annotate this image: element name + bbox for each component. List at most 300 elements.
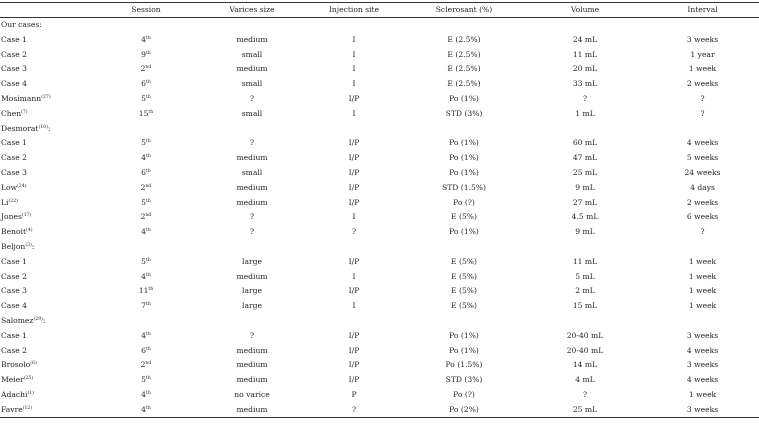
reference-superscript: (1) (27, 391, 34, 397)
session-value: 6 (141, 168, 147, 178)
varices-size-cell (200, 210, 304, 225)
table-header (0, 3, 759, 18)
interval-value: 1 year (690, 49, 715, 59)
session-value: 15 (138, 108, 149, 118)
varices-size-cell (200, 269, 304, 284)
row-label: Chen (1, 108, 22, 118)
injection-site-cell (304, 387, 404, 402)
site-value: I (352, 301, 356, 311)
size-value: small (241, 49, 263, 59)
session-value: 4 (141, 390, 147, 400)
sclerosant-value: Po (1%) (449, 138, 479, 148)
sclerosant-value: E (5%) (451, 256, 477, 266)
injection-site-cell (304, 343, 404, 358)
sclerosant-value: E (5%) (451, 301, 477, 311)
interval-cell (646, 32, 759, 47)
varices-size-cell (200, 225, 304, 240)
site-value: I/P (348, 345, 360, 355)
size-value: medium (236, 182, 268, 192)
sclerosant-value: Po (?) (453, 390, 475, 400)
size-value: medium (236, 153, 268, 163)
injection-site-cell (304, 121, 404, 136)
interval-cell (646, 165, 759, 180)
session-cell (92, 239, 200, 254)
interval-value: 4 weeks (686, 345, 719, 355)
varices-size-cell (200, 284, 304, 299)
ordinal-superscript: th (146, 95, 151, 101)
injection-site-cell (304, 18, 404, 33)
varices-size-cell (200, 151, 304, 166)
row-label: Case 1 (1, 256, 27, 266)
interval-cell (646, 195, 759, 210)
interval-value: 2 weeks (686, 197, 719, 207)
ordinal-superscript: th (148, 109, 154, 115)
sclerosant-cell (404, 269, 524, 284)
session-value: 4 (141, 153, 147, 163)
interval-cell (646, 77, 759, 92)
volume-cell (524, 284, 646, 299)
row-label: Case 2 (1, 49, 27, 59)
row-label: Case 4 (1, 301, 27, 311)
table-row (0, 47, 759, 62)
varices-size-cell (200, 91, 304, 106)
case-comparison-table (0, 2, 759, 418)
session-cell (92, 358, 200, 373)
volume-cell (524, 225, 646, 240)
site-value: I/P (348, 182, 360, 192)
row-label: Beljon (1, 242, 26, 252)
row-label: Case 1 (1, 138, 27, 148)
injection-site-cell (304, 373, 404, 388)
sclerosant-cell (404, 121, 524, 136)
varices-size-cell (200, 195, 304, 210)
ordinal-superscript: th (146, 154, 151, 160)
session-value: 2 (140, 182, 146, 192)
session-cell (92, 313, 200, 328)
session-cell (92, 225, 200, 240)
varices-size-cell (200, 121, 304, 136)
site-value: I/P (348, 375, 360, 385)
volume-cell (524, 32, 646, 47)
reference-superscript: (10) (38, 124, 48, 130)
session-cell (92, 254, 200, 269)
interval-cell (646, 343, 759, 358)
injection-site-cell (304, 151, 404, 166)
interval-value: 24 weeks (684, 168, 721, 178)
sclerosant-value: Po (1%) (449, 330, 479, 340)
interval-value: 4 weeks (686, 375, 719, 385)
injection-site-cell (304, 299, 404, 314)
row-label-cell (0, 136, 92, 151)
sclerosant-cell (404, 313, 524, 328)
session-value: 5 (141, 256, 147, 266)
injection-site-cell (304, 77, 404, 92)
row-label: Brosolo (1, 360, 31, 370)
sclerosant-value: E (2.5%) (447, 79, 481, 89)
sclerosant-cell (404, 358, 524, 373)
injection-site-cell (304, 284, 404, 299)
session-cell (92, 195, 200, 210)
table-group-row (0, 121, 759, 136)
reference-superscript: (25) (23, 376, 34, 382)
session-value: 5 (141, 138, 147, 148)
interval-cell (646, 358, 759, 373)
volume-cell (524, 18, 646, 33)
row-label-cell (0, 254, 92, 269)
interval-value: 3 weeks (686, 360, 719, 370)
volume-value: 11 mL (572, 49, 598, 59)
volume-value: 9 mL (575, 227, 595, 237)
volume-cell (524, 106, 646, 121)
volume-value: 27 mL (572, 197, 598, 207)
row-label-suffix: : (31, 242, 35, 252)
site-value: I/P (348, 168, 360, 178)
ordinal-superscript: th (146, 35, 151, 41)
sclerosant-value: Po (2%) (449, 404, 479, 414)
sclerosant-cell (404, 373, 524, 388)
sclerosant-cell (404, 165, 524, 180)
volume-cell (524, 299, 646, 314)
volume-cell (524, 239, 646, 254)
sclerosant-value: Po (1%) (449, 227, 479, 237)
row-label: Meier (1, 375, 24, 385)
table-row (0, 328, 759, 343)
session-value: 9 (141, 49, 147, 59)
session-value: 2 (140, 212, 146, 222)
varices-size-cell (200, 136, 304, 151)
row-label-cell (0, 373, 92, 388)
row-label: Benoit (1, 227, 27, 237)
ordinal-superscript: th (146, 331, 151, 337)
row-label: Desmorat (1, 123, 39, 133)
injection-site-cell (304, 328, 404, 343)
varices-size-cell (200, 180, 304, 195)
interval-value: 1 week (688, 301, 717, 311)
sclerosant-cell (404, 254, 524, 269)
sclerosant-cell (404, 328, 524, 343)
sclerosant-value: STD (3%) (445, 108, 483, 118)
session-value: 4 (141, 404, 147, 414)
session-cell (92, 62, 200, 77)
interval-value: 4 days (690, 182, 715, 192)
interval-cell (646, 210, 759, 225)
site-value: I/P (348, 138, 360, 148)
ordinal-superscript: nd (145, 65, 152, 71)
session-value: 11 (138, 286, 149, 296)
ordinal-superscript: th (146, 80, 151, 86)
table-group-row (0, 313, 759, 328)
reference-superscript: (4) (26, 228, 33, 234)
volume-cell (524, 269, 646, 284)
volume-cell (524, 373, 646, 388)
volume-cell (524, 328, 646, 343)
row-label: Low (1, 182, 18, 192)
volume-cell (524, 121, 646, 136)
row-label: Case 3 (1, 286, 27, 296)
row-label: Case 3 (1, 168, 27, 178)
varices-size-cell (200, 47, 304, 62)
interval-value: 2 weeks (686, 79, 719, 89)
ordinal-superscript: nd (145, 213, 152, 219)
sclerosant-value: Po (1%) (449, 168, 479, 178)
volume-cell (524, 180, 646, 195)
interval-value: 3 weeks (686, 404, 719, 414)
reference-superscript: (7) (21, 109, 28, 115)
site-value: I (352, 34, 356, 44)
row-label: Favre (1, 404, 23, 414)
session-cell (92, 299, 200, 314)
interval-cell (646, 47, 759, 62)
table-row (0, 210, 759, 225)
ordinal-superscript: nd (145, 183, 152, 189)
session-cell (92, 373, 200, 388)
session-value: 4 (141, 330, 147, 340)
table-row (0, 343, 759, 358)
site-value: I/P (348, 330, 360, 340)
table-group-row (0, 18, 759, 33)
volume-value: ? (582, 390, 588, 400)
volume-value: 5 mL (575, 271, 595, 281)
interval-cell (646, 387, 759, 402)
session-cell (92, 210, 200, 225)
session-cell (92, 91, 200, 106)
reference-superscript: (22) (8, 198, 18, 204)
volume-value: 60 mL (572, 138, 598, 148)
site-value: I (352, 271, 356, 281)
sclerosant-cell (404, 225, 524, 240)
row-label-cell (0, 358, 92, 373)
row-label: Salomez (1, 316, 34, 326)
session-cell (92, 387, 200, 402)
session-value: 5 (141, 375, 147, 385)
interval-value: 4 weeks (686, 138, 719, 148)
interval-value: ? (700, 94, 705, 104)
size-value: medium (236, 375, 268, 385)
header-cell-interval: Interval (646, 3, 759, 18)
site-value: I (352, 108, 356, 118)
size-value: medium (236, 197, 268, 207)
injection-site-cell (304, 210, 404, 225)
session-cell (92, 151, 200, 166)
row-label-suffix: : (47, 123, 51, 133)
header-cell-session: Session (92, 3, 200, 18)
interval-value: 5 weeks (686, 153, 719, 163)
interval-cell (646, 180, 759, 195)
row-label-cell (0, 180, 92, 195)
volume-cell (524, 358, 646, 373)
session-value: 5 (141, 197, 147, 207)
session-cell (92, 136, 200, 151)
injection-site-cell (304, 313, 404, 328)
volume-cell (524, 387, 646, 402)
varices-size-cell (200, 358, 304, 373)
varices-size-cell (200, 165, 304, 180)
site-value: I (352, 64, 356, 74)
volume-cell (524, 151, 646, 166)
session-value: 2 (140, 360, 146, 370)
interval-cell (646, 91, 759, 106)
session-cell (92, 269, 200, 284)
table-group-row (0, 239, 759, 254)
interval-cell (646, 136, 759, 151)
interval-value: 1 week (688, 390, 717, 400)
varices-size-cell (200, 32, 304, 47)
sclerosant-cell (404, 18, 524, 33)
ordinal-superscript: th (146, 391, 151, 397)
injection-site-cell (304, 254, 404, 269)
varices-size-cell (200, 254, 304, 269)
size-value: medium (236, 64, 268, 74)
varices-size-cell (200, 373, 304, 388)
interval-cell (646, 402, 759, 417)
sclerosant-value: Po (1%) (449, 94, 479, 104)
varices-size-cell (200, 106, 304, 121)
table-row (0, 299, 759, 314)
table-row (0, 387, 759, 402)
row-label-cell (0, 91, 92, 106)
session-cell (92, 121, 200, 136)
injection-site-cell (304, 239, 404, 254)
sclerosant-cell (404, 151, 524, 166)
row-label: Jones (1, 212, 22, 222)
table-row (0, 284, 759, 299)
injection-site-cell (304, 32, 404, 47)
injection-site-cell (304, 180, 404, 195)
sclerosant-value: E (2.5%) (447, 34, 481, 44)
sclerosant-value: STD (1.5%) (442, 182, 486, 192)
volume-cell (524, 343, 646, 358)
reference-superscript: (29) (33, 317, 43, 323)
row-label: Our cases: (1, 20, 42, 30)
ordinal-superscript: th (146, 50, 151, 56)
sclerosant-value: Po (1.5%) (445, 360, 483, 370)
session-value: 4 (141, 227, 147, 237)
ordinal-superscript: th (148, 287, 154, 293)
row-label-cell (0, 210, 92, 225)
ordinal-superscript: th (146, 405, 151, 411)
session-cell (92, 32, 200, 47)
volume-cell (524, 77, 646, 92)
reference-superscript: (24) (17, 183, 27, 189)
session-value: 5 (141, 94, 147, 104)
interval-cell (646, 151, 759, 166)
varices-size-cell (200, 387, 304, 402)
interval-value: 1 week (688, 271, 717, 281)
volume-cell (524, 254, 646, 269)
row-label-cell (0, 284, 92, 299)
site-value: I (352, 49, 356, 59)
volume-value: 25 mL (572, 404, 598, 414)
volume-cell (524, 402, 646, 417)
size-value: ? (249, 212, 255, 222)
interval-cell (646, 313, 759, 328)
row-label-cell (0, 239, 92, 254)
sclerosant-cell (404, 210, 524, 225)
size-value: large (242, 286, 262, 296)
row-label: Case 4 (1, 79, 27, 89)
sclerosant-value: Po (1%) (449, 153, 479, 163)
row-label-suffix: : (42, 316, 46, 326)
site-value: I/P (348, 94, 360, 104)
reference-superscript: (27) (41, 95, 51, 101)
row-label: Li (1, 197, 9, 207)
row-label-cell (0, 18, 92, 33)
row-label: Case 3 (1, 64, 27, 74)
sclerosant-cell (404, 62, 524, 77)
size-value: small (241, 108, 263, 118)
interval-value: 1 week (688, 64, 717, 74)
interval-cell (646, 121, 759, 136)
sclerosant-cell (404, 387, 524, 402)
size-value: medium (236, 404, 268, 414)
session-value: 7 (141, 301, 147, 311)
sclerosant-value: Po (1%) (449, 345, 479, 355)
size-value: large (242, 301, 262, 311)
sclerosant-value: E (5%) (451, 286, 477, 296)
sclerosant-cell (404, 106, 524, 121)
row-label-cell (0, 32, 92, 47)
session-cell (92, 77, 200, 92)
header-cell-label (0, 3, 92, 18)
sclerosant-cell (404, 32, 524, 47)
table-body (0, 18, 759, 418)
volume-value: 14 mL (572, 360, 598, 370)
interval-cell (646, 239, 759, 254)
volume-cell (524, 62, 646, 77)
size-value: medium (236, 34, 268, 44)
table-row (0, 358, 759, 373)
session-cell (92, 328, 200, 343)
size-value: ? (249, 138, 255, 148)
varices-size-cell (200, 402, 304, 417)
session-cell (92, 284, 200, 299)
volume-value: 2 mL (575, 286, 595, 296)
site-value: P (351, 390, 357, 400)
row-label-cell (0, 328, 92, 343)
site-value: I (352, 212, 356, 222)
row-label-cell (0, 165, 92, 180)
sclerosant-cell (404, 195, 524, 210)
site-value: I/P (348, 286, 360, 296)
interval-cell (646, 328, 759, 343)
session-value: 6 (141, 79, 147, 89)
site-value: I (352, 79, 356, 89)
header-cell-sclerosant: Sclerosant (%) (404, 3, 524, 18)
row-label: Case 1 (1, 34, 27, 44)
row-label: Mosimann (1, 94, 42, 104)
interval-value: 3 weeks (686, 34, 719, 44)
size-value: ? (249, 227, 255, 237)
interval-cell (646, 269, 759, 284)
table-row (0, 225, 759, 240)
ordinal-superscript: th (146, 198, 151, 204)
table-row (0, 165, 759, 180)
size-value: medium (236, 345, 268, 355)
session-cell (92, 106, 200, 121)
site-value: I/P (348, 360, 360, 370)
reference-superscript: (3) (25, 243, 32, 249)
volume-cell (524, 210, 646, 225)
table-row (0, 373, 759, 388)
header-cell-injection-site: Injection site (304, 3, 404, 18)
injection-site-cell (304, 195, 404, 210)
interval-cell (646, 284, 759, 299)
interval-value: 1 week (688, 286, 717, 296)
session-cell (92, 165, 200, 180)
row-label-cell (0, 402, 92, 417)
volume-cell (524, 165, 646, 180)
table-row (0, 91, 759, 106)
